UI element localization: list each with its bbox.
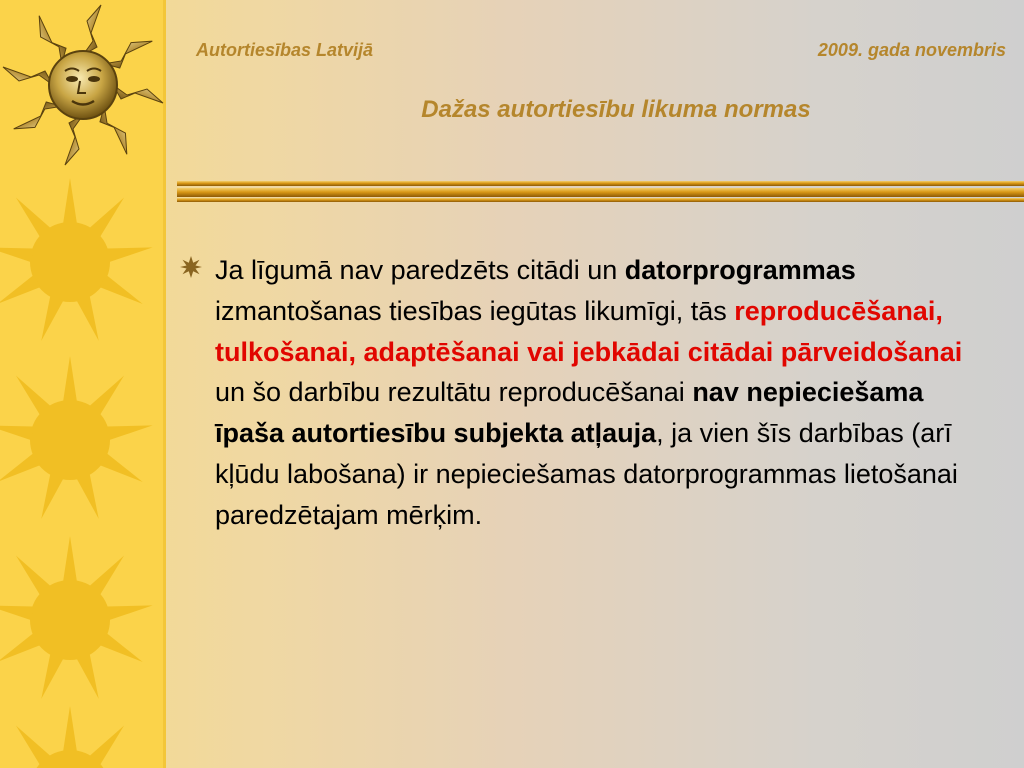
- text-highlight-segment: reproducēšanai, tulkošanai, adaptēšanai vai jebkādai citādai pārveidošanai: [215, 295, 963, 367]
- text-segment: , ja vien šīs darbības (arī kļūdu labošana) ir nepieciešamas datorprogrammas lietošanai paredzētajam mērķim.: [215, 418, 958, 530]
- text-bold-segment: datorprogrammas: [624, 255, 856, 285]
- sun-icon: [0, 536, 154, 701]
- text-segment: Ja līgumā nav paredzēts citādi un: [215, 255, 625, 285]
- bullet-text: [215, 250, 968, 536]
- sun-decorations: [0, 0, 166, 768]
- slide-title: Dažas autortiesību likuma normas: [421, 96, 811, 123]
- text-segment: un šo darbību rezultātu reproducēšanai: [215, 377, 693, 408]
- gold-divider: [177, 181, 1024, 203]
- text-segment: izmantošanas tiesības iegūtas likumīgi, tās: [215, 295, 735, 326]
- sun-face-icon: [3, 5, 163, 165]
- text-bold-segment: nav nepieciešama īpaša autortiesību subjekta atļauja: [215, 377, 924, 449]
- header-left-text: Autortiesības Latvijā: [196, 40, 374, 60]
- header-date-text: 2009. gada novembris: [817, 40, 1006, 60]
- sun-icon: [0, 356, 154, 521]
- bullet-item: [178, 250, 968, 536]
- star-bullet-icon: [178, 254, 204, 280]
- sun-icon: [0, 706, 154, 768]
- sun-icon: [0, 178, 154, 343]
